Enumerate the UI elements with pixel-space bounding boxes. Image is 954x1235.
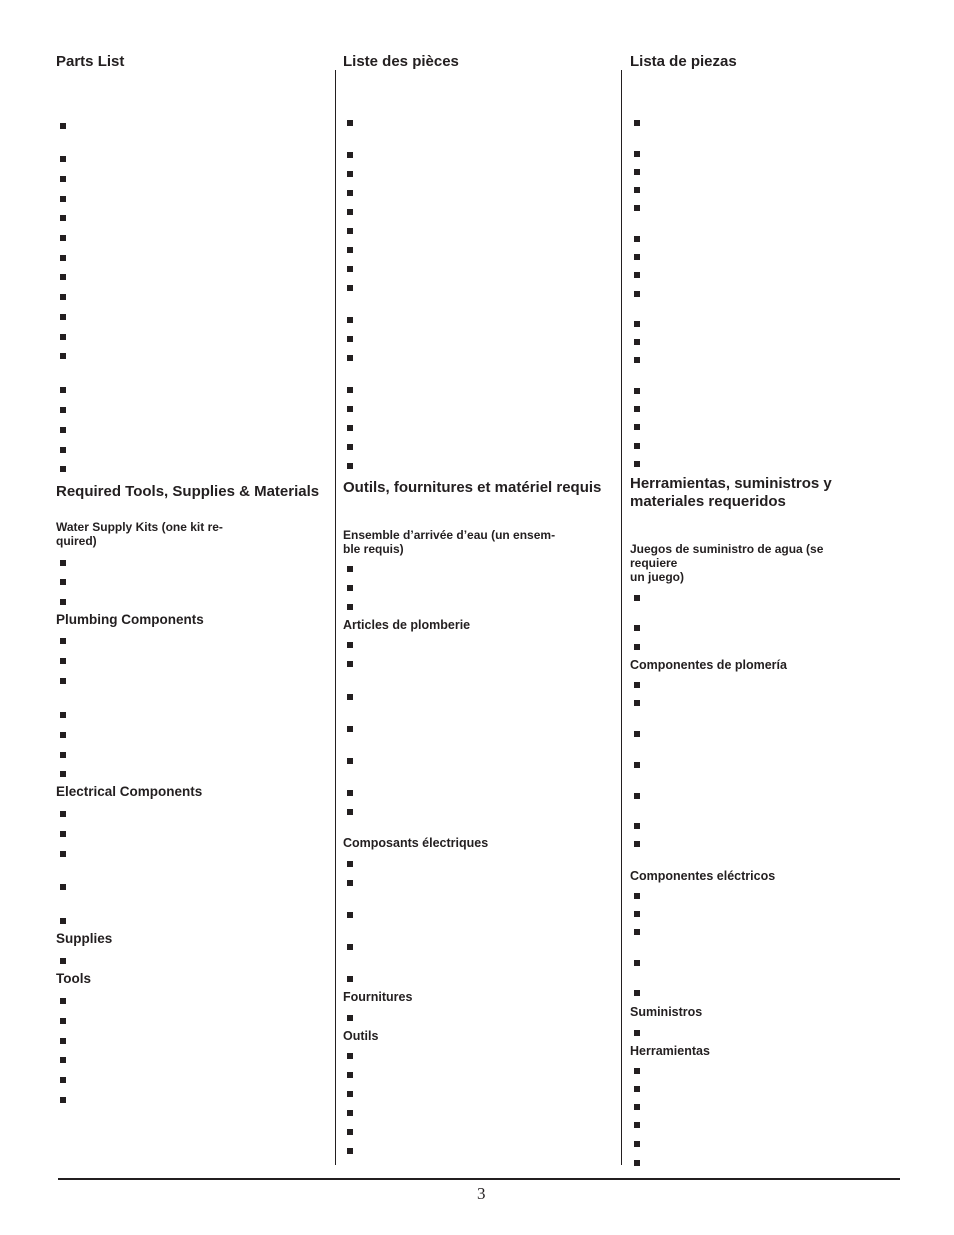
bullet-marker [60, 294, 66, 300]
supplies-label-fr: Fournitures [343, 990, 413, 1004]
bullet-marker [347, 726, 353, 732]
bullet-marker [347, 1091, 353, 1097]
bullet-marker [634, 187, 640, 193]
bullet-marker [634, 424, 640, 430]
bullet-marker [634, 1068, 640, 1074]
column-divider-left [335, 70, 336, 1165]
bullet-marker [60, 123, 66, 129]
bullet-marker [347, 444, 353, 450]
bullet-marker [60, 235, 66, 241]
water-kits-label-fr: Ensemble d’arrivée d’eau (un ensem- ble requis) [343, 528, 556, 556]
tools-heading-fr: Outils, fournitures et matériel requis [343, 479, 602, 496]
bullet-marker [347, 247, 353, 253]
bullet-marker [347, 355, 353, 361]
bullet-marker [60, 560, 66, 566]
electrical-label-en: Electrical Components [56, 784, 203, 799]
tools-label-en: Tools [56, 971, 91, 986]
bullet-marker [60, 447, 66, 453]
bullet-marker [634, 461, 640, 467]
bullet-marker [347, 694, 353, 700]
bullet-marker [634, 823, 640, 829]
bullet-marker [634, 151, 640, 157]
bullet-marker [347, 758, 353, 764]
bullet-marker [347, 266, 353, 272]
bullet-marker [634, 929, 640, 935]
bullet-marker [634, 990, 640, 996]
bullet-marker [60, 1018, 66, 1024]
parts-list-title-es: Lista de piezas [630, 53, 737, 70]
tools-heading-en: Required Tools, Supplies & Materials [56, 483, 320, 500]
bullet-marker [634, 1160, 640, 1166]
bullet-marker [634, 272, 640, 278]
bullet-marker [60, 658, 66, 664]
bullet-marker [347, 425, 353, 431]
bullet-marker [60, 851, 66, 857]
bullet-marker [347, 190, 353, 196]
bullet-marker [634, 841, 640, 847]
supplies-label-es: Suministros [630, 1005, 703, 1019]
bullet-marker [60, 771, 66, 777]
column-divider-right [621, 70, 622, 1165]
electrical-label-es: Componentes eléctricos [630, 869, 776, 883]
bullet-marker [634, 893, 640, 899]
parts-list-title-fr: Liste des pièces [343, 53, 459, 70]
plumbing-label-es: Componentes de plomería [630, 658, 787, 672]
bullet-marker [60, 811, 66, 817]
bullet-marker [60, 831, 66, 837]
bullet-marker [347, 152, 353, 158]
bullet-marker [634, 236, 640, 242]
bullet-marker [60, 407, 66, 413]
bullet-marker [634, 1122, 640, 1128]
bullet-marker [347, 1015, 353, 1021]
bullet-marker [634, 595, 640, 601]
bullet-marker [347, 1129, 353, 1135]
bullet-marker [634, 644, 640, 650]
bullet-marker [347, 387, 353, 393]
bullet-marker [60, 712, 66, 718]
bullet-marker [347, 228, 353, 234]
bullet-marker [60, 1077, 66, 1083]
bullet-marker [347, 642, 353, 648]
bullet-marker [347, 585, 353, 591]
bullet-marker [634, 700, 640, 706]
bullet-marker [347, 336, 353, 342]
bullet-marker [347, 1110, 353, 1116]
supplies-label-en: Supplies [56, 931, 113, 946]
bullet-marker [634, 339, 640, 345]
bullet-marker [634, 731, 640, 737]
bullet-marker [347, 1148, 353, 1154]
bullet-marker [347, 912, 353, 918]
bullet-marker [634, 406, 640, 412]
bullet-marker [347, 406, 353, 412]
bullet-marker [347, 976, 353, 982]
bullet-marker [60, 466, 66, 472]
bullet-marker [60, 1038, 66, 1044]
bullet-marker [60, 752, 66, 758]
bullet-marker [347, 566, 353, 572]
bullet-marker [634, 793, 640, 799]
bullet-marker [60, 353, 66, 359]
tools-heading-es: Herramientas, suministros y materiales requeridos [630, 475, 832, 510]
electrical-label-fr: Composants électriques [343, 836, 489, 850]
water-kits-label-es: Juegos de suministro de agua (se requiere un juego) [630, 542, 824, 584]
bullet-marker [634, 1104, 640, 1110]
bullet-marker [60, 196, 66, 202]
bullet-marker [60, 334, 66, 340]
bullet-marker [60, 156, 66, 162]
bullet-marker [634, 321, 640, 327]
bullet-marker [60, 732, 66, 738]
bullet-marker [347, 285, 353, 291]
bullet-marker [634, 762, 640, 768]
bullet-marker [60, 255, 66, 261]
bullet-marker [60, 884, 66, 890]
bullet-marker [634, 205, 640, 211]
bullet-marker [347, 209, 353, 215]
plumbing-label-fr: Articles de plomberie [343, 618, 471, 632]
bullet-marker [634, 1086, 640, 1092]
bullet-marker [347, 1072, 353, 1078]
page-number: 3 [477, 1184, 486, 1203]
bullet-marker [60, 599, 66, 605]
bullet-marker [634, 291, 640, 297]
bullet-marker [347, 661, 353, 667]
bullet-marker [634, 960, 640, 966]
bullet-marker [634, 357, 640, 363]
bullet-marker [634, 911, 640, 917]
bullet-marker [60, 314, 66, 320]
bullet-marker [634, 625, 640, 631]
bullet-marker [347, 317, 353, 323]
bullet-marker [347, 171, 353, 177]
bullet-marker [347, 861, 353, 867]
bullet-marker [347, 120, 353, 126]
bullet-marker [634, 388, 640, 394]
bullet-marker [60, 579, 66, 585]
bullet-marker [60, 387, 66, 393]
bullet-marker [634, 120, 640, 126]
bullet-marker [634, 169, 640, 175]
bullet-marker [60, 678, 66, 684]
bullet-marker [60, 918, 66, 924]
plumbing-label-en: Plumbing Components [56, 612, 204, 627]
bullet-marker [347, 604, 353, 610]
bullet-marker [60, 998, 66, 1004]
bullet-marker [634, 1030, 640, 1036]
bullet-marker [634, 254, 640, 260]
bullet-marker [634, 443, 640, 449]
bullet-marker [347, 790, 353, 796]
bullet-marker [60, 215, 66, 221]
footer-rule [58, 1178, 900, 1180]
bullet-marker [60, 274, 66, 280]
water-kits-label-en: Water Supply Kits (one kit re- quired) [56, 520, 223, 548]
bullet-marker [60, 1097, 66, 1103]
bullet-marker [60, 427, 66, 433]
bullet-marker [347, 809, 353, 815]
bullet-marker [347, 463, 353, 469]
bullet-marker [60, 958, 66, 964]
bullet-marker [347, 944, 353, 950]
bullet-marker [634, 682, 640, 688]
parts-list-title-en: Parts List [56, 53, 125, 70]
tools-label-fr: Outils [343, 1029, 379, 1043]
bullet-marker [634, 1141, 640, 1147]
bullet-marker [60, 1057, 66, 1063]
bullet-marker [60, 176, 66, 182]
bullet-marker [347, 1053, 353, 1059]
bullet-marker [347, 880, 353, 886]
bullet-marker [60, 638, 66, 644]
tools-label-es: Herramientas [630, 1044, 710, 1058]
